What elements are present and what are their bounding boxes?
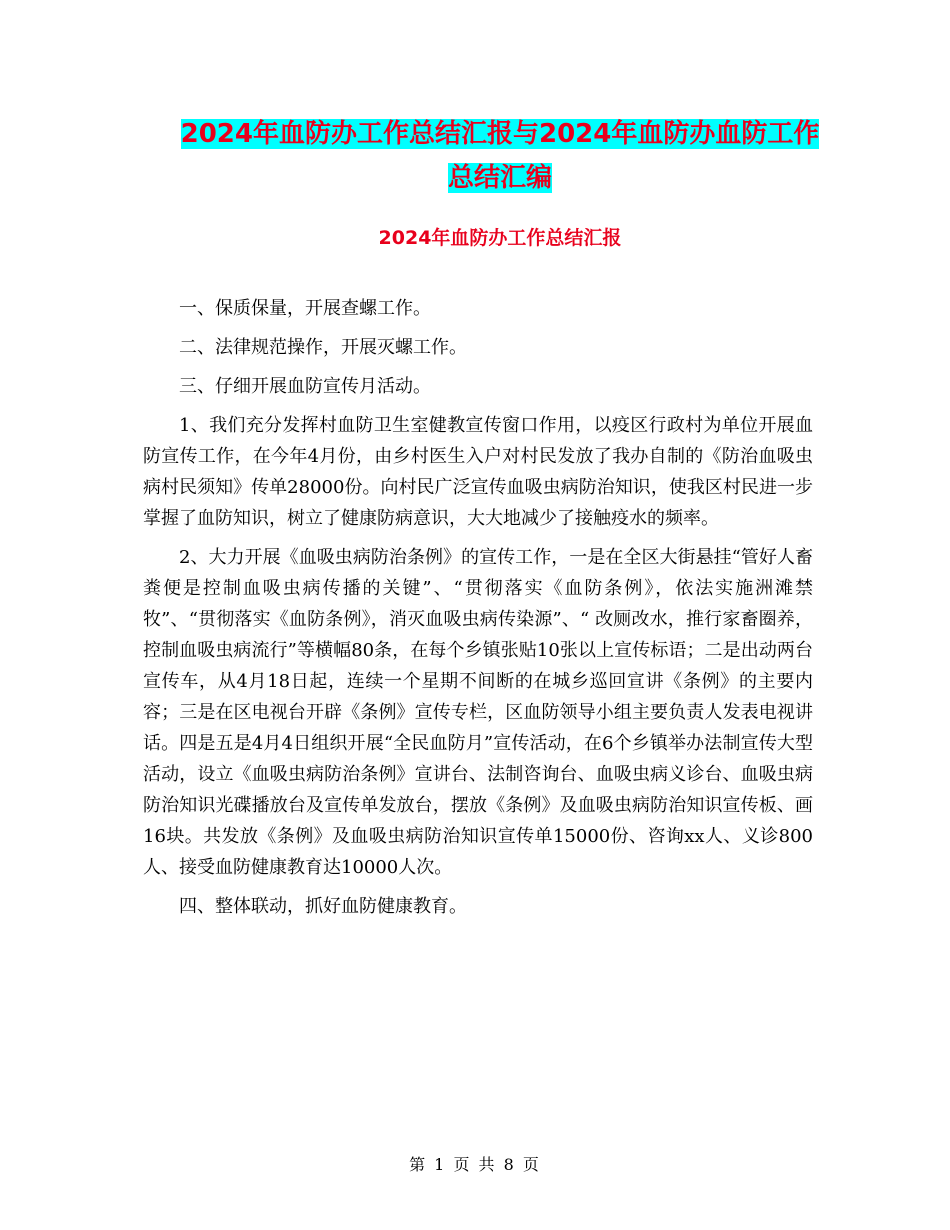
paragraph-6: 四、整体联动，抓好血防健康教育。 [179,896,467,917]
paragraph-5: 2、大力开展《血吸虫病防治条例》的宣传工作，一是在全区大街悬挂“管好人畜粪便是控制血吸虫病传播的关键”、“贯彻落实《血防条例》，依法实施洲滩禁牧”、“贯彻落实《血防条例》，消灭血吸虫病传染源”、“ 改厕改水，推行家畜圈养，控制血吸虫病流行”等横幅80条，在每个乡镇张贴10张以上宣传标语；二是出动两台宣传车，从4月18日起，连续一个星期不间断的在城乡巡回宣讲《条例》的主要内容；三是在区电视台开辟《条例》宣传专栏，区血防领导小组主要负责人发表电视讲话。四是五是4月4日组织开展“全民血防月”宣传活动，在6个乡镇举办法制宣传大型活动，设立《血吸虫病防治条例》宣讲台、法制咨询台、血吸虫病义诊台、血吸虫病防治知识光碟播放台及宣传单发放台，摆放《条例》及血吸虫病防治知识宣传板、画16块。共发放《条例》及血吸虫病防治知识宣传单15000份、咨询xx人、义诊800人、接受血防健康教育达10000人次。 [143,547,813,878]
paragraph-4: 1、我们充分发挥村血防卫生室健教宣传窗口作用，以疫区行政村为单位开展血防宣传工作，在今年4月份，由乡村医生入户对村民发放了我办自制的《防治血吸虫病村民须知》传单28000份。向村民广泛宣传血吸虫病防治知识，使我区村民进一步掌握了血防知识，树立了健康防病意识，大大地减少了接触疫水的频率。 [143,415,813,529]
page-footer: 第 1 页 共 8 页 [409,1155,541,1174]
paragraph-1: 一、保质保量，开展查螺工作。 [179,298,431,319]
document-title-line-2: 总结汇编 [447,163,552,193]
document-body [143,293,813,930]
paragraph-3: 三、仔细开展血防宣传月活动。 [179,376,431,397]
paragraph-2: 二、法律规范操作，开展灭螺工作。 [179,337,467,358]
document-title [140,112,860,200]
document-title-line-1: 2024年血防办工作总结汇报与2024年血防办血防工作 [180,119,820,149]
section-heading: 2024年血防办工作总结汇报 [378,227,622,249]
